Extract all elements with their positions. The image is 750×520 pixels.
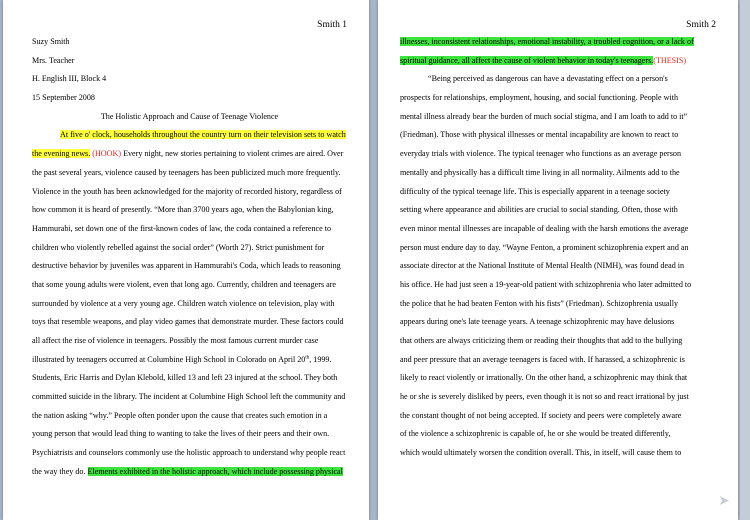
paragraph-line: surrounded by violence at a very young age. Children watch violence on television, play with xyxy=(32,298,335,308)
thesis-highlight: spiritual guidance, all affect the cause of violent behavior in today's teenagers. xyxy=(400,55,654,65)
page-1 xyxy=(3,0,369,520)
essay-title: The Holistic Approach and Cause of Teenage Violence xyxy=(100,111,279,121)
paragraph-line: the constant thought of not being accepted. If society and peers were completely aware xyxy=(400,410,682,420)
hook-highlight: the evening news. xyxy=(32,149,91,159)
paragraph-line: everyday trials with violence. The typical teenager who functions as an average person xyxy=(400,149,682,159)
heading-line: 15 September 2008 xyxy=(32,93,95,103)
paragraph-line: even minor mental illnesses are incapable of dealing with the harsh emotions the average xyxy=(400,223,689,233)
paragraph-line: appears during one's late teenage years. A teenage schizophrenic may have delusions xyxy=(400,317,675,327)
page-header: Smith 2 xyxy=(686,20,716,30)
paragraph-line: (Friedman). Those with physical illnesses or mental incapability are known to react to xyxy=(400,130,679,140)
page-header: Smith 1 xyxy=(317,20,347,30)
paragraph-line: setting where appearance and abilities are crucial to social standing. Often, those with xyxy=(400,205,678,215)
paragraph-line: which would ultimately worsen the condition overall. This, in itself, will cause them to xyxy=(400,448,682,458)
line-text: Every night, new stories pertaining to violent crimes are aired. Over xyxy=(123,149,344,159)
paragraph-line: all affect the rise of violence in teenagers. Possibly the most famous current murder case xyxy=(32,336,319,345)
paragraph-line: mentally and physically has a difficult time living in all normality. Ailments add to the xyxy=(400,167,680,177)
page-2 xyxy=(378,0,738,520)
thesis-highlight: Elements exhibited in the holistic approach, which include possessing physical xyxy=(87,466,343,476)
superscript: th xyxy=(305,355,310,360)
paragraph-line: person must endure day to day. “Wayne Fenton, a prominent schizophrenia expert and an xyxy=(400,242,689,252)
paragraph-line xyxy=(32,463,347,482)
paragraph-line: prospects for relationships, employment, housing, and social functioning. People with xyxy=(400,93,679,103)
heading-line: H. English III, Block 4 xyxy=(32,74,107,84)
paragraph-line: the nation asking “why.” People often ponder upon the cause that creates such emotion in a xyxy=(32,410,328,420)
paragraph-line xyxy=(32,126,347,145)
heading-line: Mrs. Teacher xyxy=(32,55,75,65)
paragraph-line: that others are always criticizing them or reading their thoughts that add to the bullying xyxy=(400,336,683,345)
paragraph-line: Hammurabi, set down one of the first-known codes of law, the coda contained a reference to xyxy=(32,223,332,233)
heading-line: Suzy Smith xyxy=(32,37,70,46)
paragraph-line xyxy=(400,52,718,71)
paragraph-line: Students, Eric Harris and Dylan Klebold, killed 13 and left 23 injured at the school. They both xyxy=(32,373,338,383)
line-text: illustrated by teenagers occurred at Columbine High School in Colorado on April 20 xyxy=(32,354,306,364)
hook-tag: (HOOK) xyxy=(92,149,122,159)
paragraph-line: Psychiatrists and counselors commonly use the holistic approach to understand why people react xyxy=(32,448,346,458)
paragraph-line: associate director at the National Institute of Mental Health (NIMH), was found dead in xyxy=(400,261,685,271)
paragraph-line: toys that resemble weapons, and play video games that demonstrate murder. These factors could xyxy=(32,317,344,327)
page-body xyxy=(400,33,718,463)
paragraph-line: the past several years, violence caused by teenagers has been publicized much more frequently. xyxy=(32,167,341,177)
paragraph-line: his office. He had just seen a 19-year-old patient with schizophrenia who later admitted to xyxy=(400,279,692,289)
paragraph-line: of the violence a schizophrenic is capable of, he or she would be treated differently, xyxy=(400,429,671,439)
paragraph-line: destructive behavior by juveniles was apparent in Hammurabi's Coda, which leads to reasoning xyxy=(32,261,341,271)
vertical-scrollbar[interactable] xyxy=(740,0,750,520)
paragraph-line: committed suicide in the library. The incident at Columbine High School left the community and xyxy=(32,392,346,402)
paragraph-line: mental illness already bear the burden of much social stigma, and I am loath to add to it” xyxy=(400,111,688,121)
paragraph-line: difficulty of the typical teenage life. This is especially apparent in a teenage society xyxy=(400,186,670,196)
thesis-tag: (THESIS) xyxy=(653,55,687,65)
line-text: the way they do. xyxy=(32,466,86,476)
page-body xyxy=(32,33,347,482)
paragraph-line xyxy=(32,351,347,370)
hook-highlight: At five o' clock, households throughout the country turn on their television sets to watch xyxy=(60,130,346,140)
paragraph-line: likely to react violently or irrationally. On the other hand, a schizophrenic may think that xyxy=(400,373,688,383)
paragraph-line: that some young adults were violent, even that long ago. Currently, children and teenagers are xyxy=(32,279,337,289)
paragraph-line: and peer pressure that an average teenagers is faced with. If harassed, a schizophrenic is xyxy=(400,354,685,364)
paragraph-line xyxy=(400,33,718,52)
paragraph-line: how common it is heard of presently. “More than 3700 years ago, when the Babylonian king, xyxy=(32,205,334,215)
paragraph-line: he or she is severely disliked by peers, even though it is not so and react irrational by just xyxy=(400,392,689,402)
paragraph-line: the police that he had beaten Fenton with his fists” (Friedman). Schizophrenia usually xyxy=(400,298,679,308)
thesis-highlight: illnesses, inconsistent relationships, emotional instability, a troubled cognition, or a lack of xyxy=(400,37,694,46)
next-page-arrow-icon[interactable]: ➤ xyxy=(718,493,730,509)
line-text: , 1999. xyxy=(309,354,332,364)
paragraph-line xyxy=(32,145,347,164)
paragraph-line: “Being perceived as dangerous can have a devastating effect on a person's xyxy=(428,74,668,84)
paragraph-line: Violence in the youth has been acknowledged for the majority of recorded history, regardless of xyxy=(32,186,342,196)
paragraph-line: young person that would lead thing to wanting to take the lives of their peers and their own. xyxy=(32,429,330,439)
paragraph-line: children who violently rebelled against the social order” (Worth 27). Strict punishment for xyxy=(32,242,325,252)
